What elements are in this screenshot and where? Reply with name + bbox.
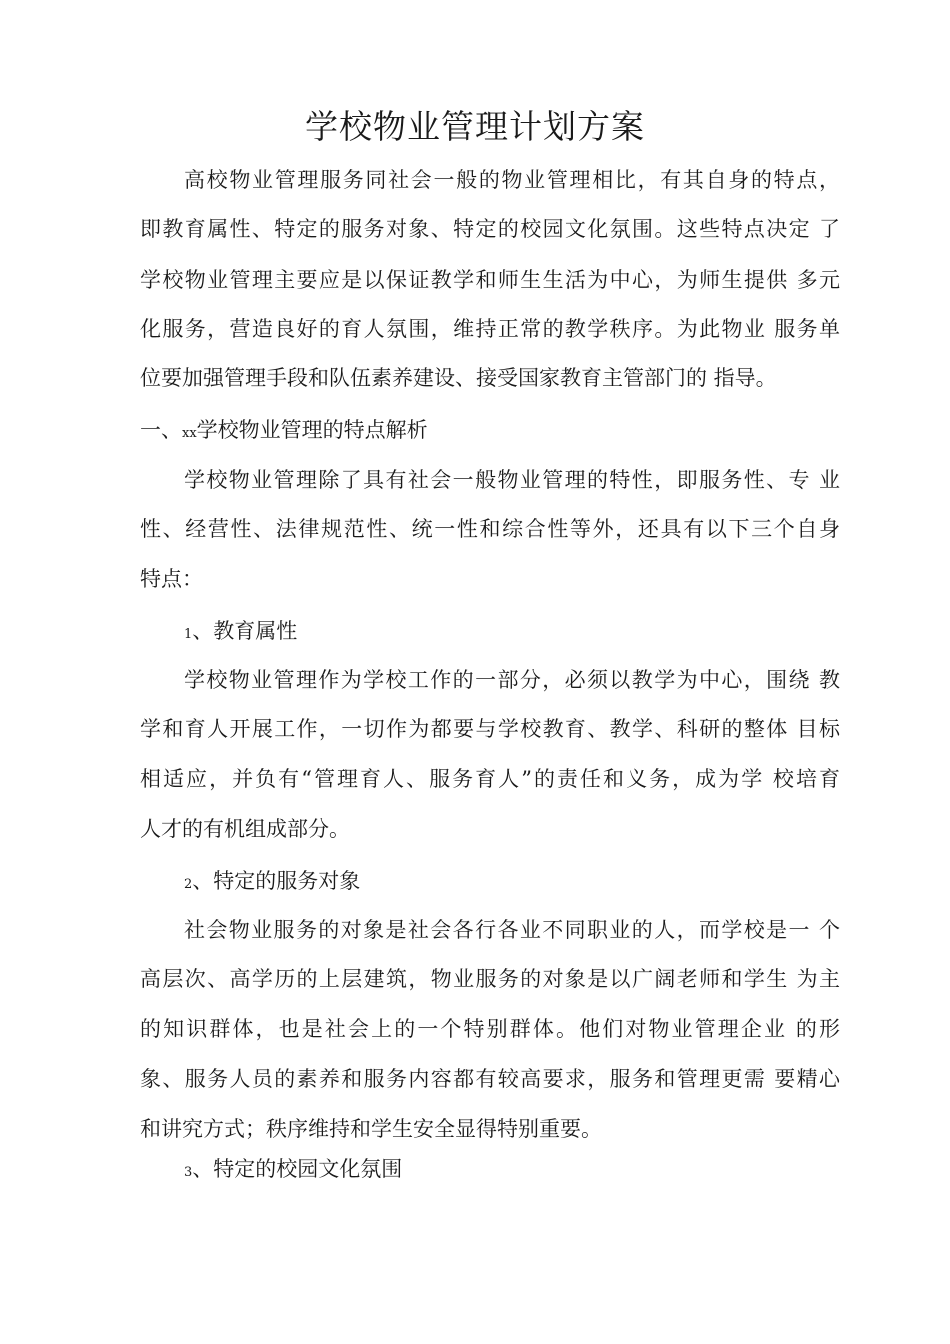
intro-line: 即教育属性、特定的服务对象、特定的校园文化氛围。这些特点决定 了 (140, 217, 840, 241)
item2-line: 和讲究方式；秩序维持和学生安全显得特别重要。 (140, 1117, 602, 1141)
item3-heading (184, 1154, 840, 1188)
section1-line: 特点： (140, 567, 203, 591)
intro-line: 学校物业管理主要应是以保证教学和师生生活为中心，为师生提供 多元 (140, 268, 840, 292)
item1-heading (184, 616, 840, 650)
item2-line: 的知识群体，也是社会上的一个特别群体。他们对物业管理企业 的形 (140, 1017, 840, 1041)
item2-heading-text: 、特定的服务对象 (192, 869, 361, 893)
item3-number: 3 (184, 1165, 193, 1180)
section1-line: 学校物业管理除了具有社会一般物业管理的特性，即服务性、专 业 (184, 468, 840, 492)
item2-number: 2 (184, 877, 193, 892)
section-heading (140, 415, 840, 449)
item1-number: 1 (184, 627, 193, 642)
section-heading-xx: xx (182, 426, 197, 441)
item1-line: 人才的有机组成部分。 (140, 817, 350, 841)
intro-line: 高校物业管理服务同社会一般的物业管理相比，有其自身的特点， (184, 168, 840, 192)
item2-line: 社会物业服务的对象是社会各行各业不同职业的人，而学校是一 个 (184, 918, 840, 942)
section1-line: 性、经营性、法律规范性、统一性和综合性等外，还具有以下三个自身 (140, 517, 840, 541)
document-title: 学校物业管理计划方案 (305, 107, 645, 146)
intro-line: 化服务，营造良好的育人氛围，维持正常的教学秩序。为此物业 服务单 (140, 317, 840, 341)
intro-line: 位要加强管理手段和队伍素养建设、接受国家教育主管部门的 指导。 (140, 366, 777, 390)
section-heading-text: 学校物业管理的特点解析 (196, 418, 428, 442)
item1-line: 学校物业管理作为学校工作的一部分，必须以教学为中心，围绕 教 (184, 668, 840, 692)
section-heading-prefix: 一、 (140, 418, 182, 442)
item1-line: 相适应，并负有“管理育人、服务育人”的责任和义务，成为学 校培育 (140, 767, 840, 791)
item2-line: 高层次、高学历的上层建筑，物业服务的对象是以广阔老师和学生 为主 (140, 967, 840, 991)
item2-heading (184, 866, 840, 900)
item1-heading-text: 、教育属性 (192, 619, 298, 643)
item3-heading-text: 、特定的校园文化氛围 (192, 1157, 403, 1181)
item1-line: 学和育人开展工作，一切作为都要与学校教育、教学、科研的整体 目标 (140, 717, 840, 741)
item2-line: 象、服务人员的素养和服务内容都有较高要求，服务和管理更需 要精心 (140, 1067, 840, 1091)
